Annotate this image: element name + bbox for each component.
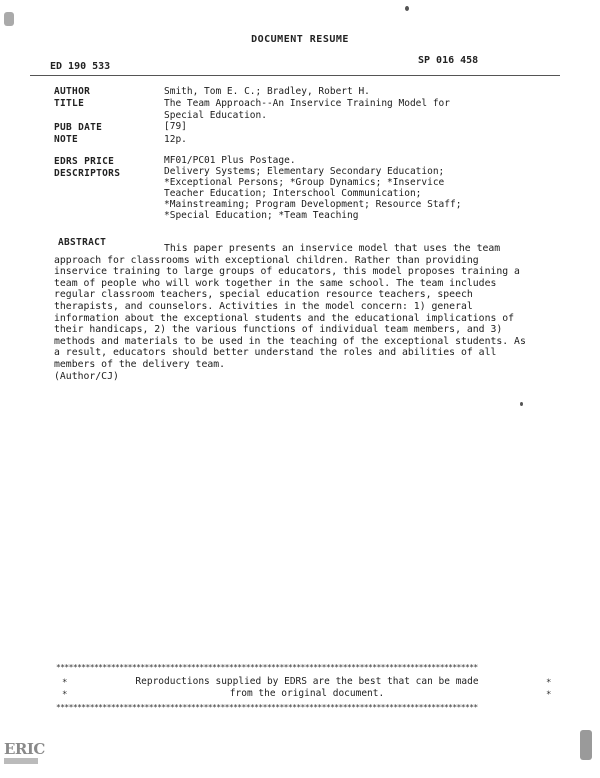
scan-speck xyxy=(405,6,409,11)
edrs-price-value: MF01/PC01 Plus Postage. xyxy=(164,155,296,166)
scan-speck xyxy=(580,730,592,760)
note-value: 12p. xyxy=(164,134,187,145)
document-title: DOCUMENT RESUME xyxy=(251,34,349,45)
abstract-body xyxy=(54,243,532,382)
title-label: TITLE xyxy=(54,98,85,109)
sp-number: SP 016 458 xyxy=(418,55,479,66)
reproduction-notice xyxy=(92,676,522,700)
scan-speck xyxy=(4,12,14,26)
edrs-price-label: EDRS PRICE xyxy=(54,156,115,167)
eric-logo-bar xyxy=(4,758,38,764)
scan-speck xyxy=(520,402,523,406)
reproduction-notice-line-1: Reproductions supplied by EDRS are the best that can be made xyxy=(135,676,479,687)
abstract-text: This paper presents an inservice model that uses the team approach for classrooms with exceptional children. Rather than providing inservice training to large groups of educators, this model proposes training a team of people who will work together in the same school. The team includes regular classroom teachers, special education resource teachers, speech therapists, and counselors. Activities in the model concern: 1) general information about the exceptional students and the educational implications of their handicaps, 2) the various functions of individual team members, and 3) methods and materials to be used in the teaching of the exceptional students. As a result, educators should better understand the roles and abilities of all members of the delivery team. xyxy=(54,243,526,370)
footer-star-border-bottom: **************************************************************************************************** xyxy=(56,704,478,712)
header-rule xyxy=(30,75,560,76)
footer-star-border-top: **************************************************************************************************** xyxy=(56,664,478,672)
descriptors-line-2: *Exceptional Persons; *Group Dynamics; *Inservice xyxy=(164,177,445,188)
eric-logo: ERIC xyxy=(4,740,45,758)
footer-star-left-1: * xyxy=(62,678,68,688)
footer-star-right-1: * xyxy=(546,678,552,688)
abstract-author-note: (Author/CJ) xyxy=(54,370,119,382)
title-value-line-1: The Team Approach--An Inservice Training Model for xyxy=(164,98,450,109)
footer-star-left-2: * xyxy=(62,690,68,700)
descriptors-line-1: Delivery Systems; Elementary Secondary Education; xyxy=(164,166,445,177)
descriptors-line-3: Teacher Education; Interschool Communication; xyxy=(164,188,422,199)
footer-star-right-2: * xyxy=(546,690,552,700)
pub-date-value: [79] xyxy=(164,121,187,132)
note-label: NOTE xyxy=(54,134,79,145)
descriptors-line-5: *Special Education; *Team Teaching xyxy=(164,210,359,221)
author-label: AUTHOR xyxy=(54,86,91,97)
abstract-label: ABSTRACT xyxy=(58,237,107,248)
descriptors-label: DESCRIPTORS xyxy=(54,168,121,179)
author-value: Smith, Tom E. C.; Bradley, Robert H. xyxy=(164,86,370,97)
title-value-line-2: Special Education. xyxy=(164,110,267,121)
descriptors-line-4: *Mainstreaming; Program Development; Resource Staff; xyxy=(164,199,462,210)
reproduction-notice-line-2: from the original document. xyxy=(229,688,385,699)
pub-date-label: PUB DATE xyxy=(54,122,103,133)
ed-number: ED 190 533 xyxy=(50,61,111,72)
